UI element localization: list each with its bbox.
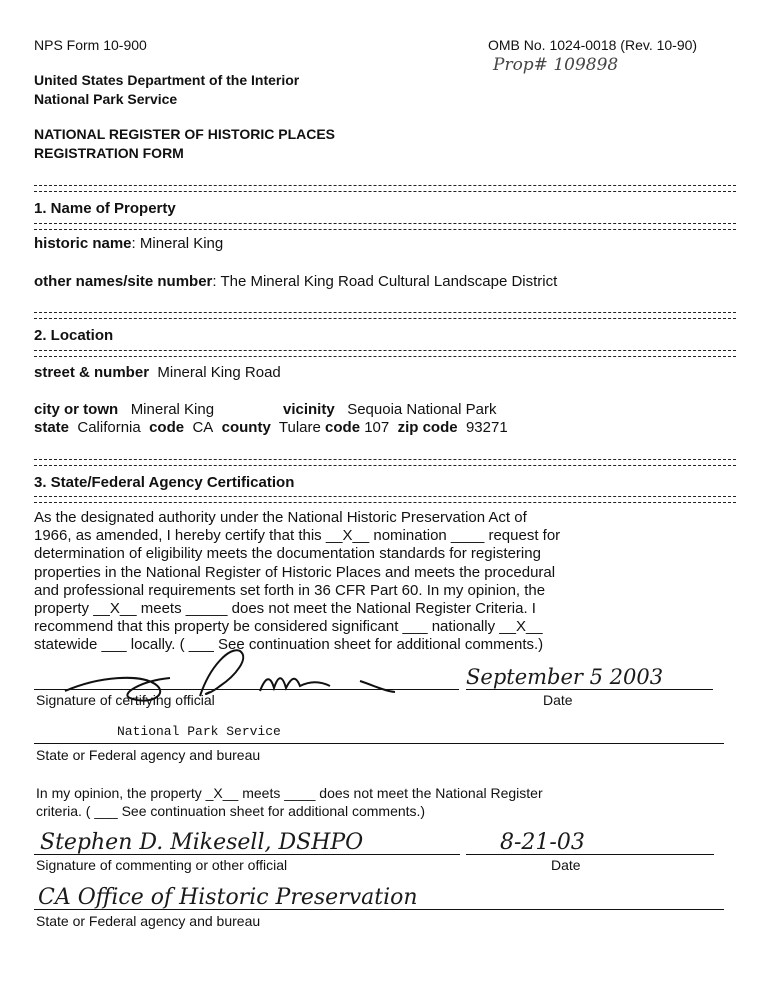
agency2-label: State or Federal agency and bureau [36, 913, 261, 929]
section-divider [34, 459, 736, 466]
agency2-handwritten: CA Office of Historic Preservation [38, 885, 418, 910]
vicinity-value: Sequoia National Park [347, 401, 497, 418]
city-field [34, 401, 214, 418]
historic-name-label: historic name [34, 235, 132, 252]
state-code-value: CA [192, 419, 214, 436]
department-name: United States Department of the Interior [34, 72, 300, 88]
historic-name-field [34, 235, 223, 252]
sig2-date-label: Date [551, 857, 581, 873]
county-label: county [221, 419, 271, 436]
prop-number-handwritten: Prop# 109898 [493, 55, 619, 75]
section2-heading: 2. Location [34, 327, 114, 344]
county-code-value: 107 [364, 419, 390, 436]
date-line [466, 854, 714, 855]
opinion-line-2: criteria. ( ___ See continuation sheet for additional comments.) [36, 803, 426, 819]
vicinity-field [283, 401, 496, 418]
state-county-line [34, 419, 508, 436]
street-field [34, 364, 281, 381]
zip-value: 93271 [465, 419, 508, 436]
certifying-date-handwritten: September 5 2003 [466, 665, 664, 689]
section-divider [34, 223, 736, 230]
date-line [466, 689, 713, 690]
certification-paragraph: As the designated authority under the National Historic Preservation Act of 1966, as amended, I hereby certify that this __X__ nomination ____ request for determination of eligibility meets the documentation standards for registering properties in the National Register of Historic Places and meets the procedural and professional requirements set forth in 36 CFR Part 60. In my opinion, the property __X__ meets _____ does not meet the National Register Criteria. I recommend that this property be considered significant ___ nationally __X__ statewide ___ locally. ( ___ See continuation sheet for additional comments.) [34, 509, 561, 654]
state-code-label: code [149, 419, 185, 436]
county-code-label: code [325, 419, 361, 436]
service-name: National Park Service [34, 91, 178, 107]
sig2-label: Signature of commenting or other official [36, 857, 288, 873]
vicinity-label: vicinity [283, 401, 335, 418]
zip-label: zip code [397, 419, 458, 436]
signature-line [34, 689, 459, 690]
section-divider [34, 496, 736, 503]
agency-line [34, 743, 724, 744]
section-divider [34, 312, 736, 319]
street-value: Mineral King Road [157, 364, 281, 381]
agency1-label: State or Federal agency and bureau [36, 747, 261, 763]
sig1-label: Signature of certifying official [36, 692, 215, 708]
agency1-typed: National Park Service [117, 724, 281, 739]
omb-number: OMB No. 1024-0018 (Rev. 10-90) [488, 37, 698, 53]
section3-heading: 3. State/Federal Agency Certification [34, 474, 295, 491]
signature-line [34, 854, 460, 855]
other-names-field [34, 273, 557, 290]
sig1-date-label: Date [543, 692, 573, 708]
section-divider [34, 350, 736, 357]
city-label: city or town [34, 401, 119, 418]
state-value: California [77, 419, 141, 436]
section1-heading: 1. Name of Property [34, 200, 176, 217]
form-title-line1: NATIONAL REGISTER OF HISTORIC PLACES [34, 126, 336, 142]
form-title-line2: REGISTRATION FORM [34, 145, 184, 161]
commenting-official-signature: Stephen D. Mikesell, DSHPO [40, 830, 364, 855]
other-names-label: other names/site number [34, 273, 213, 290]
form-id: NPS Form 10-900 [34, 37, 147, 53]
historic-name-value: : Mineral King [131, 235, 224, 252]
other-names-value: : The Mineral King Road Cultural Landscape District [212, 273, 558, 290]
opinion-line-1: In my opinion, the property _X__ meets ____ does not meet the National Register [36, 785, 543, 801]
street-label: street & number [34, 364, 150, 381]
state-label: state [34, 419, 70, 436]
county-value: Tulare [278, 419, 321, 436]
section-divider [34, 185, 736, 192]
city-value: Mineral King [130, 401, 215, 418]
commenting-date-handwritten: 8-21-03 [500, 830, 585, 855]
agency-line [34, 909, 724, 910]
